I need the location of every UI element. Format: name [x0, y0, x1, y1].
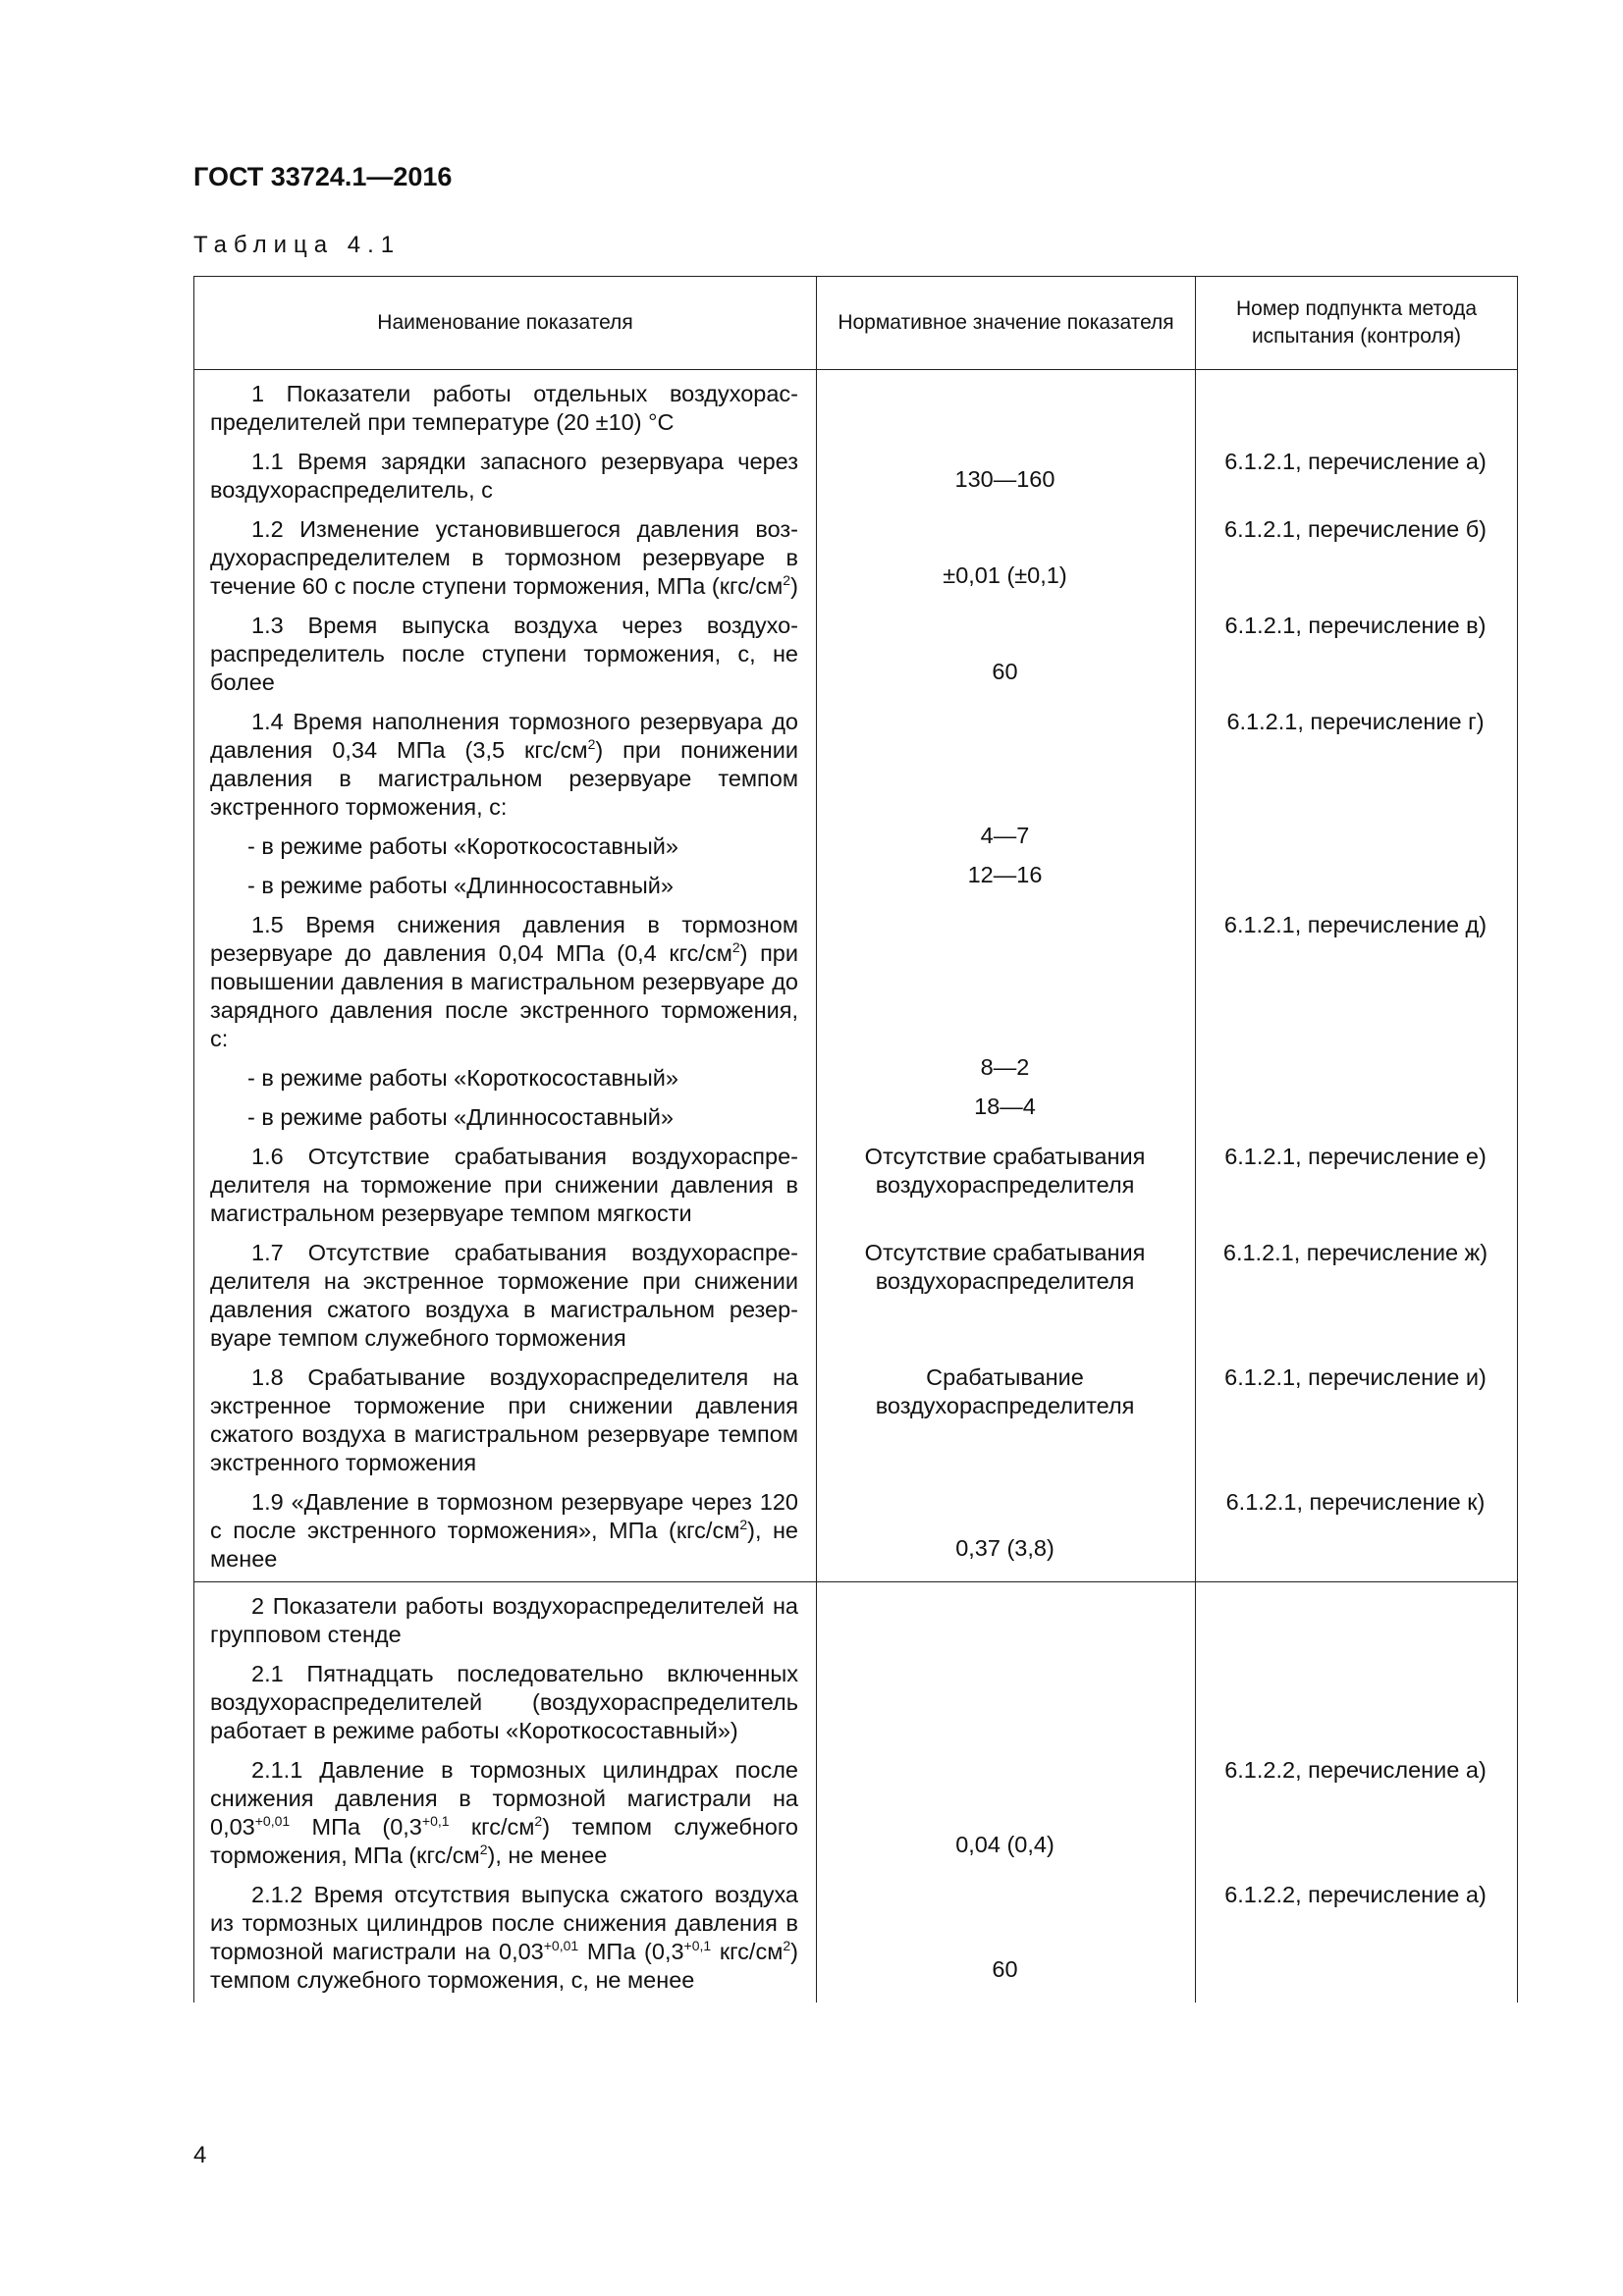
method-reference: 6.1.2.1, перечисление б) — [1224, 516, 1487, 542]
method-reference: 6.1.2.2, перечисление а) — [1224, 1882, 1487, 1907]
normative-value: 60 — [992, 1956, 1018, 1982]
method-reference-cell — [1196, 1236, 1518, 1361]
indicator-name: 1.5 Время снижения давления в тормозном резервуаре до давления 0,04 МПа (0,4 кгс/$см^2$) при повышении давления в магистральном резервуаре до зарядного давления после экстренного торможения, с: — [210, 912, 798, 1051]
indicator-name: 2.1.1 Давление в тормозных цилиндрах после снижения давления в тормозной магистрали на $0,03^{+0,01}$ МПа ($0,3^{+0,1}$ кгс/$см^2$) темпом служебного торможения, МПа $(кгс/см^2)$, не менее — [210, 1757, 798, 1868]
indicator-name-cell — [194, 908, 817, 1061]
indicator-name-cell — [194, 1878, 817, 2002]
method-reference-cell — [1196, 609, 1518, 705]
normative-value: 4—7 — [980, 823, 1030, 848]
normative-value: 60 — [992, 659, 1018, 684]
method-reference-cell — [1196, 512, 1518, 609]
indicator-name: 1.7 Отсутствие срабатывания воздухораспределителя на экстренное торможение при снижении давления сжатого воздуха в магистральном резервуаре темпом служебного торможения — [210, 1240, 798, 1351]
method-reference — [1196, 829, 1517, 840]
method-reference — [1196, 1100, 1517, 1111]
normative-value-cell — [817, 1094, 1196, 1140]
normative-value-cell — [817, 1582, 1196, 1658]
table-row — [194, 1100, 1518, 1140]
indicator-name-cell — [194, 869, 817, 908]
method-reference-cell — [1196, 908, 1518, 1061]
method-reference-cell — [1196, 1140, 1518, 1236]
method-reference: 6.1.2.1, перечисление е) — [1224, 1144, 1487, 1169]
table-row — [194, 1236, 1518, 1361]
method-reference-cell — [1196, 1100, 1518, 1140]
method-reference: 6.1.2.1, перечисление а) — [1224, 449, 1487, 474]
normative-value: 0,37 (3,8) — [955, 1535, 1055, 1561]
indicator-name-cell — [194, 1140, 817, 1236]
method-reference-cell — [1196, 869, 1518, 908]
document-code: ГОСТ 33724.1—2016 — [193, 162, 453, 191]
indicator-name-cell — [194, 1061, 817, 1100]
normative-value-cell — [817, 512, 1196, 609]
method-reference: 6.1.2.1, перечисление г) — [1226, 709, 1485, 734]
indicator-name-cell — [194, 1753, 817, 1878]
indicator-name-cell — [194, 512, 817, 609]
table-title: Таблица 4.1 — [193, 232, 402, 258]
table-row — [194, 908, 1518, 1061]
method-reference-cell — [1196, 1582, 1518, 1658]
table-row — [194, 1361, 1518, 1485]
method-reference: 6.1.2.1, перечисление д) — [1223, 912, 1488, 937]
method-reference-cell — [1196, 1061, 1518, 1100]
table-row — [194, 869, 1518, 908]
method-reference-cell — [1196, 1361, 1518, 1485]
normative-value: 12—16 — [967, 862, 1043, 887]
normative-value: Отсутствие срабатывания воздухораспределителя — [864, 1240, 1146, 1294]
indicator-name: 2.1 Пятнадцать последовательно включенных воздухораспределителей (воздухораспределитель работает в режиме работы «Короткосоставный») — [210, 1661, 798, 1743]
indicator-name-cell — [194, 705, 817, 829]
method-reference — [1196, 1657, 1517, 1668]
method-reference: 6.1.2.2, перечисление а) — [1224, 1757, 1487, 1783]
table-header-row — [194, 277, 1518, 370]
normative-value-cell — [817, 1657, 1196, 1753]
normative-value-cell — [817, 1753, 1196, 1878]
normative-value-cell — [817, 908, 1196, 1061]
indicators-table — [193, 276, 1518, 2002]
normative-value: 8—2 — [980, 1054, 1030, 1080]
normative-value-cell — [817, 1361, 1196, 1485]
method-reference — [1196, 1061, 1517, 1072]
indicator-name: 1.3 Время выпуска воздуха через воздухораспределитель после ступени торможения, с, не более — [210, 613, 798, 695]
table-body — [194, 370, 1518, 2003]
normative-value-cell — [817, 862, 1196, 908]
indicator-name-cell — [194, 829, 817, 869]
normative-value: 130—160 — [954, 466, 1055, 492]
table-row — [194, 1657, 1518, 1753]
indicator-name-cell — [194, 1582, 817, 1658]
page-number: 4 — [193, 2142, 207, 2168]
indicator-name-cell — [194, 1361, 817, 1485]
indicator-name: 2 Показатели работы воздухораспределителей на групповом стенде — [210, 1593, 798, 1647]
indicator-name: - в режиме работы «Короткосоставный» — [247, 1065, 678, 1091]
indicator-name: - в режиме работы «Длинносоставный» — [247, 1104, 674, 1130]
normative-value-cell — [817, 445, 1196, 512]
indicator-name: 1 Показатели работы отдельных воздухораспределителей при температуре (20 ±10) °С — [210, 381, 798, 435]
normative-value: 0,04 (0,4) — [955, 1832, 1055, 1857]
method-reference-cell — [1196, 370, 1518, 446]
indicator-name: - в режиме работы «Длинносоставный» — [247, 873, 674, 898]
method-reference: 6.1.2.1, перечисление и) — [1224, 1364, 1487, 1390]
method-reference-cell — [1196, 829, 1518, 869]
table-row — [194, 1878, 1518, 2002]
normative-value-cell — [817, 705, 1196, 829]
method-reference: 6.1.2.1, перечисление ж) — [1222, 1240, 1488, 1265]
method-reference: 6.1.2.1, перечисление в) — [1224, 613, 1487, 638]
method-reference — [1196, 370, 1517, 388]
table-row — [194, 609, 1518, 705]
table-row — [194, 512, 1518, 609]
table-row — [194, 1485, 1518, 1582]
table-row — [194, 445, 1518, 512]
method-reference-cell — [1196, 445, 1518, 512]
indicator-name-cell — [194, 370, 817, 446]
indicator-name-cell — [194, 1100, 817, 1140]
normative-value-cell — [817, 370, 1196, 446]
normative-value: Отсутствие срабатывания воздухораспределителя — [864, 1144, 1146, 1198]
indicator-name-cell — [194, 609, 817, 705]
indicator-name-cell — [194, 1236, 817, 1361]
indicator-name: 1.2 Изменение установившегося давления воздухораспределителем в тормозном резервуаре в течение 60 с после ступени торможения, МПа $(кгс/см^2)$ — [210, 516, 798, 599]
table-row — [194, 370, 1518, 446]
indicator-name: 1.9 «Давление в тормозном резервуаре через 120 с после экстренного торможения», МПа $(кгс/см^2)$, не менее — [210, 1489, 799, 1572]
normative-value-cell — [817, 1878, 1196, 2002]
table-row — [194, 1753, 1518, 1878]
normative-value: Срабатывание воздухораспределителя — [875, 1364, 1135, 1418]
column-header-value: Нормативное значение показателя — [817, 277, 1196, 370]
column-header-name: Наименование показателя — [194, 277, 817, 370]
method-reference-cell — [1196, 1878, 1518, 2002]
normative-value-cell — [817, 1140, 1196, 1236]
normative-value: 18—4 — [974, 1094, 1036, 1119]
method-reference-cell — [1196, 1753, 1518, 1878]
method-reference — [1196, 869, 1517, 880]
method-reference: 6.1.2.1, перечисление к) — [1225, 1489, 1486, 1515]
indicator-name-cell — [194, 445, 817, 512]
indicator-name: 2.1.2 Время отсутствия выпуска сжатого воздуха из тормозных цилиндров после снижения давления в тормозной магистрали на $0,03^{+0,01}$ МПа ($0,3^{+0,1}$ кгс/$см^2$) темпом служебного торможения, с, не менее — [210, 1882, 798, 1993]
normative-value-cell — [817, 1236, 1196, 1361]
indicator-name: 1.4 Время наполнения тормозного резервуара до давления 0,34 МПа (3,5 кгс/$см^2$) при понижении давления в магистральном резервуаре темпом экстренного торможения, с: — [210, 709, 798, 820]
method-reference-cell — [1196, 705, 1518, 829]
indicator-name: - в режиме работы «Короткосоставный» — [247, 833, 678, 859]
method-reference-cell — [1196, 1485, 1518, 1582]
indicator-name: 1.6 Отсутствие срабатывания воздухораспределителя на торможение при снижении давления в магистральном резервуаре темпом мягкости — [210, 1144, 798, 1226]
normative-value: ±0,01 (±0,1) — [943, 562, 1067, 588]
normative-value-cell — [817, 609, 1196, 705]
indicator-name: 1.8 Срабатывание воздухораспределителя на экстренное торможение при снижении давления сжатого воздуха в магистральном резервуаре темпом экстренного торможения — [210, 1364, 798, 1475]
indicator-name: 1.1 Время зарядки запасного резервуара через воздухораспределитель, с — [210, 449, 798, 503]
normative-value-cell — [817, 1485, 1196, 1582]
table-row — [194, 705, 1518, 829]
indicator-name-cell — [194, 1485, 817, 1582]
indicator-name-cell — [194, 1657, 817, 1753]
method-reference — [1196, 1582, 1517, 1600]
table-row — [194, 1582, 1518, 1658]
table-row — [194, 1140, 1518, 1236]
column-header-method: Номер подпункта метода испытания (контроля) — [1196, 277, 1518, 370]
method-reference-cell — [1196, 1657, 1518, 1753]
